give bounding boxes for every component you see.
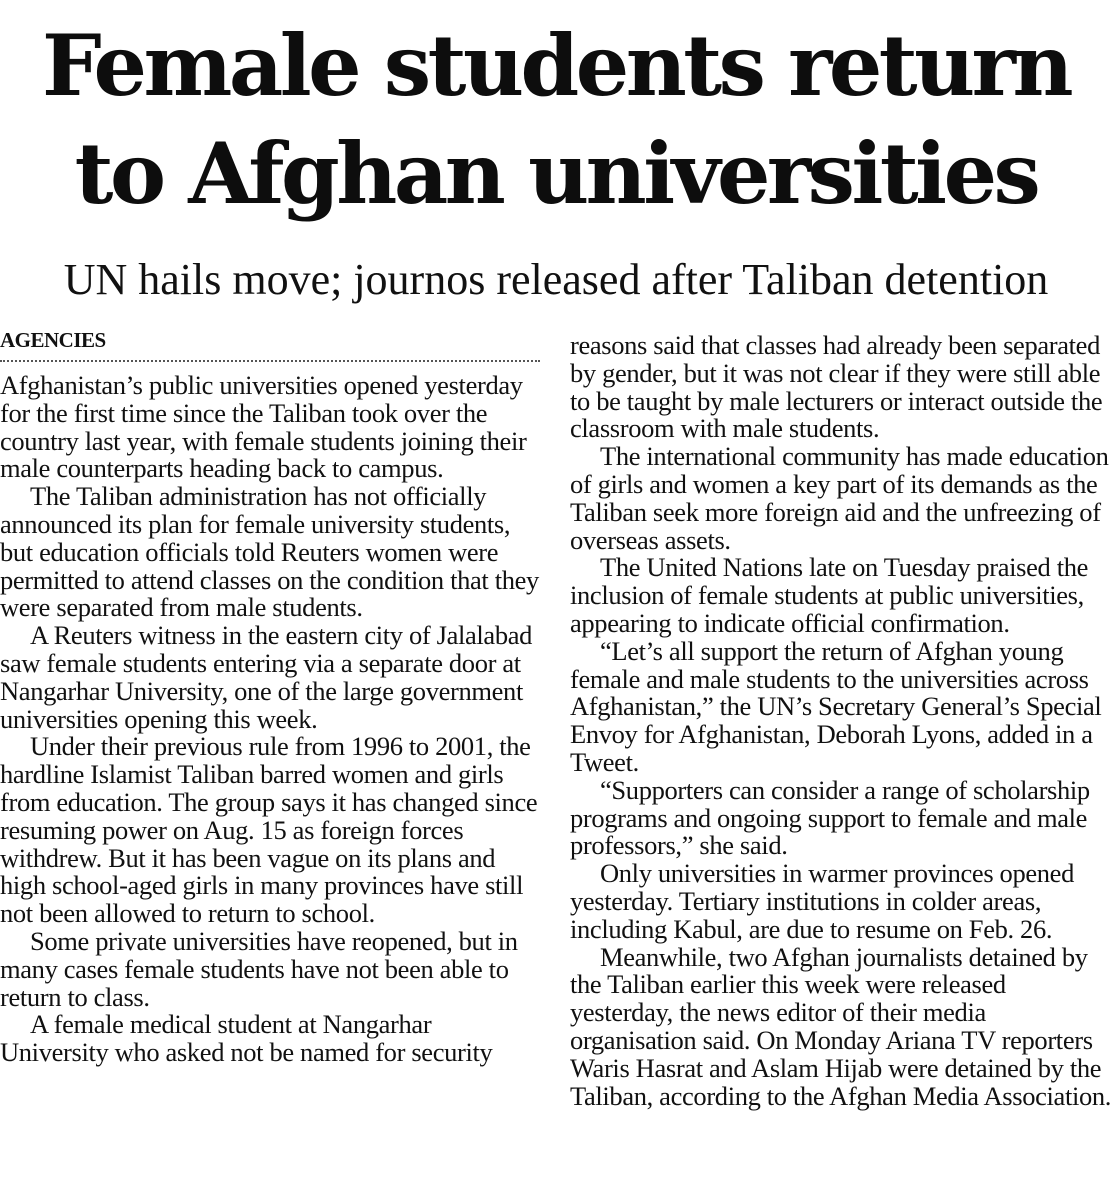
headline-line-1: Female students return: [41, 16, 1071, 115]
paragraph: Meanwhile, two Afghan journalists detained by the Taliban earlier this week were released yesterday, the news editor of their media organisation said. On Monday Ariana TV reporters Waris Hasrat and Aslam Hijab were detained by the Taliban, according to the Afghan Media Association.: [570, 941, 1112, 1111]
paragraph: A Reuters witness in the eastern city of Jalalabad saw female students entering via a separate door at Nangarhar University, one of the large government universities opening this week.: [0, 620, 533, 734]
headline: [0, 12, 1112, 228]
paragraph: “Let’s all support the return of Afghan young female and male students to the universities across Afghanistan,” the UN’s Secretary General’s Special Envoy for Afghanistan, Deborah Lyons, added in a Tweet.: [570, 635, 1102, 777]
paragraph: The international community has made education of girls and women a key part of its demands as the Taliban seek more foreign aid and the unfreezing of overseas assets.: [570, 441, 1109, 555]
paragraph: Only universities in warmer provinces opened yesterday. Tertiary institutions in colder areas, including Kabul, are due to resume on Feb. 26.: [570, 858, 1074, 944]
paragraph: A female medical student at Nangarhar University who asked not be named for security: [0, 1009, 493, 1068]
article-column-right: [570, 332, 1112, 1110]
paragraph: The Taliban administration has not officially announced its plan for female university students, but education officials told Reuters women were permitted to attend classes on the condition that they were separated from male students.: [0, 481, 539, 623]
subheadline: UN hails move; journos released after Taliban detention: [63, 255, 1049, 304]
paragraph: Some private universities have reopened, but in many cases female students have not been able to return to class.: [0, 925, 518, 1012]
paragraph: The United Nations late on Tuesday praised the inclusion of female students at public universities, appearing to indicate official confirmation.: [570, 552, 1089, 638]
paragraph: “Supporters can consider a range of scholarship programs and ongoing support to female and male professors,” she said.: [570, 774, 1090, 861]
paragraph-continued: reasons said that classes had already been separated by gender, but it was not clear if they were still able to be taught by male lecturers or interact outside the classroom with male students.: [570, 330, 1103, 444]
paragraph: Under their previous rule from 1996 to 2001, the hardline Islamist Taliban barred women and girls from education. The group says it has changed since resuming power on Aug. 15 as foreign forces withdrew. But it has been vague on its plans and high school-aged girls in many provinces have still not been allowed to return to school.: [0, 731, 538, 929]
byline: AGENCIES: [0, 326, 540, 362]
article-column-left: [0, 326, 544, 1067]
paragraph: Afghanistan’s public universities opened yesterday for the first time since the Taliban took over the country last year, with female students joining their male counterparts heading back to campus.: [0, 370, 527, 484]
headline-line-2: to Afghan universities: [74, 124, 1038, 223]
